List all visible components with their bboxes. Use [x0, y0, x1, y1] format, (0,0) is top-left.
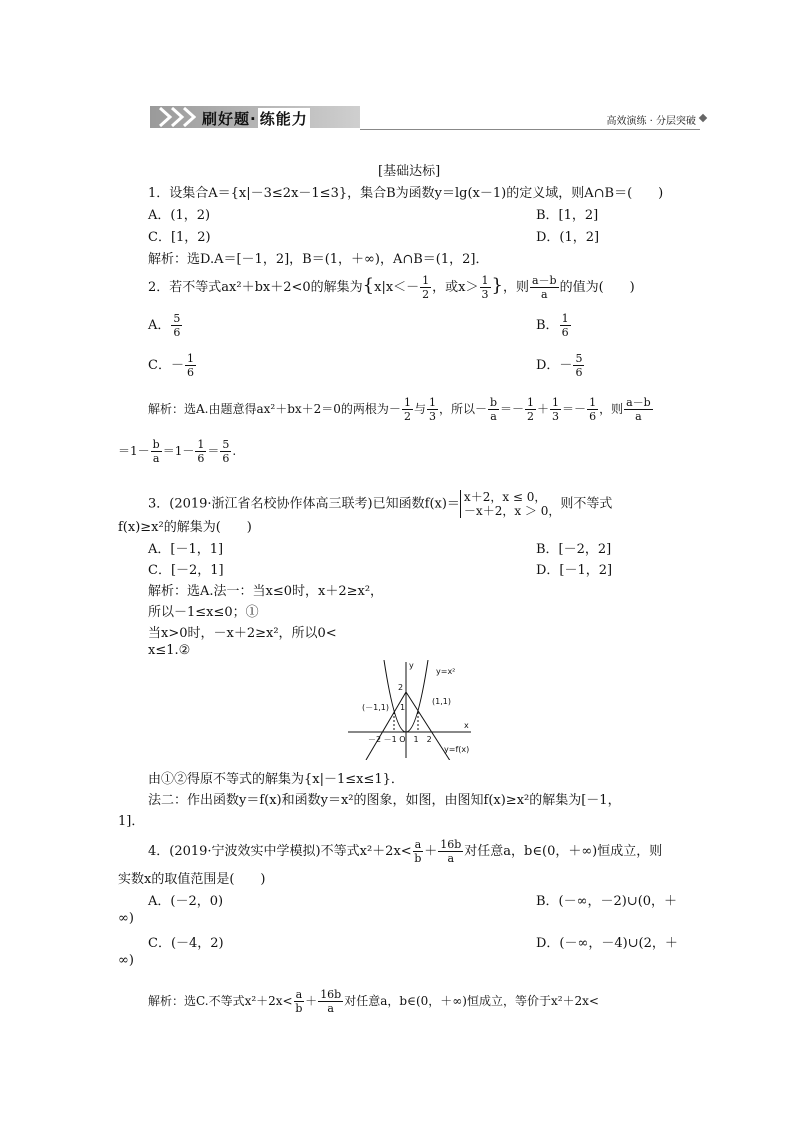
- graph-label-xticks: －2 －1 O 1 2: [368, 735, 432, 744]
- fraction: $\frac{1}{2}$: [422, 274, 430, 301]
- graph-label-fx: y=f(x): [444, 745, 470, 754]
- page-header: [150, 104, 706, 132]
- q3-solution-1: 解析：选A.法一：当x≤0时，x＋2≥x²，: [148, 584, 384, 599]
- graph-label-y: y: [409, 661, 414, 670]
- graph-label-tick2: 2: [398, 683, 404, 692]
- function-graph: [346, 660, 476, 760]
- q1-option-b: B．[1，2]: [536, 208, 599, 223]
- q3-stem-line1: 3．(2019·浙江省名校协作体高三联考)已知函数f(x)＝ x＋2，x ≤ 0， －x＋2，x ＞ 0， 则不等式: [148, 490, 613, 518]
- q4-solution: 解析：选C.不等式x²＋2x< $\frac{a}{b}$ ＋ $\frac{16b}{a}$ 对任意a，b∈(0，＋∞)恒成立，等价于x²＋2x<: [148, 988, 599, 1015]
- fraction: $\frac{1}{3}$: [481, 274, 489, 301]
- q3-stem-line2: f(x)≥x²的解集为( ): [118, 520, 252, 535]
- header-right-text: 高效演练 · 分层突破: [606, 116, 696, 127]
- graph-label-x: x: [464, 721, 469, 730]
- graph-label-yx2: y=x²: [436, 667, 456, 676]
- q1-stem: 1．设集合A＝{x|－3≤2x－1≤3}，集合B为函数y＝lg(x－1)的定义域，则A∩B＝( ): [148, 186, 664, 201]
- q1-option-c: C．[1，2): [148, 230, 211, 245]
- q1-solution: 解析：选D.A＝[－1，2]，B＝(1，＋∞)，A∩B＝(1，2]．: [148, 252, 489, 267]
- q3-solution-3: 当x>0时，－x＋2≥x²，所以0<: [148, 626, 337, 641]
- q4-option-b: B．(－∞，－2)∪(0，＋: [536, 894, 678, 909]
- graph-label-pt-right: (1,1): [432, 697, 451, 706]
- q2-stem: 2．若不等式ax²＋bx＋2<0的解集为{x|x＜－ $\frac{1}{2}$ ，或x＞ $\frac{1}{3}$ }，则 $\frac{a-b}{a}$ 的值为( ): [148, 274, 635, 301]
- q1-option-d: D．(1，2]: [536, 230, 600, 245]
- q4-option-c: C．(－4，2): [148, 936, 224, 951]
- fraction: $\frac{a-b}{a}$: [531, 274, 557, 301]
- q4-option-b-cont: ∞): [118, 911, 134, 926]
- q4-stem-line1: 4．(2019·宁波效实中学模拟)不等式x²＋2x< $\frac{a}{b}$ ＋ $\frac{16b}{a}$ 对任意a，b∈(0，＋∞)恒成立，则: [148, 838, 663, 865]
- chevron-arrows-icon: [156, 106, 196, 128]
- q3-solution-7: 1]．: [118, 814, 145, 829]
- graph-label-pt-left: (－1,1): [362, 703, 389, 712]
- header-banner: [150, 106, 360, 128]
- q3-solution-5: 由①②得原不等式的解集为{x|－1≤x≤1}．: [148, 772, 404, 787]
- header-rule: [360, 129, 700, 130]
- q2-option-c: C．－ $\frac{1}{6}$: [148, 352, 194, 379]
- q4-option-a: A．(－2，0): [148, 894, 224, 909]
- q4-option-d-cont: ∞): [118, 953, 134, 968]
- q3-solution-2: 所以－1≤x≤0；①: [148, 605, 259, 620]
- graph-label-tick1: 1: [400, 703, 406, 712]
- q3-solution-4: x≤1.②: [148, 643, 191, 658]
- diamond-icon: [699, 114, 707, 122]
- q3-option-c: C．[－2，1]: [148, 563, 224, 578]
- q3-solution-6: 法二：作出函数y＝f(x)和函数y＝x²的图象，如图，由图知f(x)≥x²的解集为[－1，: [148, 793, 621, 808]
- q1-option-a: A．(1，2): [148, 208, 211, 223]
- q2-option-a: A． $\frac{5}{6}$: [148, 312, 181, 339]
- q3-option-b: B．[－2，2]: [536, 542, 612, 557]
- header-title: 刷好题· 练能力: [202, 110, 308, 128]
- q2-solution-line1: 解析：选A.由题意得ax²＋bx＋2＝0的两根为－ $\frac{1}{2}$ 与 $\frac{1}{3}$ ，所以－ $\frac{b}{a}$ ＝－ $\frac{1}{2}$ ＋ $\frac{1}{3}$ ＝－ $\frac{1}{6}$ ，则 $\frac{a-b}{a}$: [148, 396, 651, 423]
- q2-option-b: B． $\frac{1}{6}$: [536, 312, 569, 339]
- q3-option-a: A．[－1，1]: [148, 542, 224, 557]
- q4-stem-line2: 实数x的取值范围是( ): [118, 872, 266, 887]
- q2-option-d: D．－ $\frac{5}{6}$: [536, 352, 583, 379]
- q4-option-d: D．(－∞，－4)∪(2，＋: [536, 936, 678, 951]
- section-title: [基础达标]: [378, 164, 441, 179]
- q2-solution-line2: ＝1－ $\frac{b}{a}$ ＝1－ $\frac{1}{6}$ ＝ $\frac{5}{6}$ .: [118, 438, 237, 465]
- q3-option-d: D．[－1，2]: [536, 563, 613, 578]
